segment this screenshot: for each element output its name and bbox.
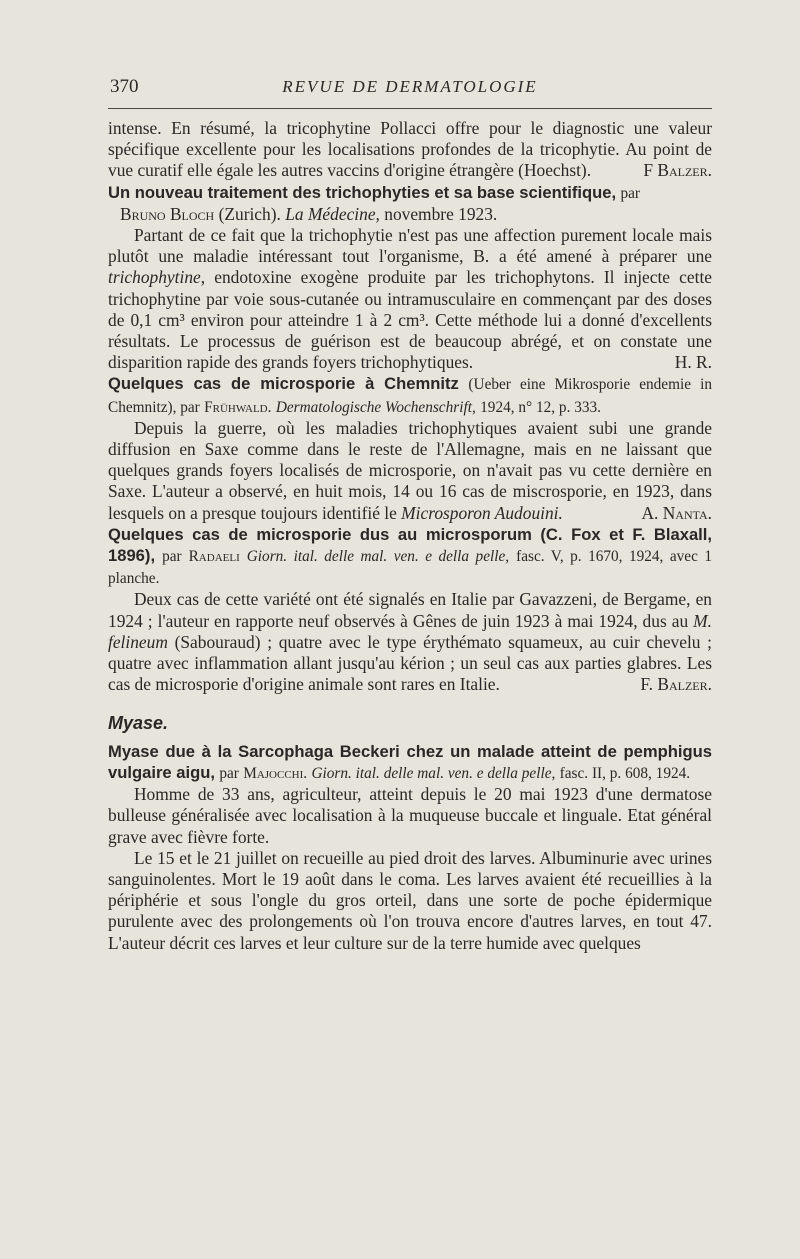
running-title: REVUE DE DERMATOLOGIE: [282, 77, 538, 96]
entry-body-text: Depuis la guerre, où les maladies trichophytiques avaient subi une grande diffusion en Saxe comme dans le reste de l'Allemagne, mais en ne laissant que quelques grands foyers localisés de microsporie, on n'avait pas vu cette dernière en Saxe. L'auteur a observé, en huit mois, 14 ou 16 cas de miscrosporie, en 1923, dans lesquels on a presque toujours identifié le: [108, 417, 712, 523]
entry-orig-title: (Ueber eine Mikrosporie endemie in Chemnitz), par: [108, 376, 712, 416]
page-header: [110, 76, 710, 102]
entry-microsporum-body: [108, 589, 712, 695]
entry-journal: Giorn. ital. delle mal. ven. e della pelle,: [246, 548, 510, 566]
entry-microsporum-header: [108, 524, 712, 590]
entry-author: Bruno Bloch: [120, 203, 215, 224]
entry-body-text-2: , endotoxine exogène produite par les trichophytons. Il injecte cette trichophytine par voie sous-cutanée ou intramusculaire en commençant par des doses de 0,1 cm³ environ pour atteindre 1 à 2 cm³. Cette méthode lui a donné d'excellents résultats. Le processus de guérison est de beaucoup abrégé, et on constate une disparition rapide des grands foyers trichophytiques.: [108, 267, 712, 373]
myase-paragraph-1: Homme de 33 ans, agriculteur, atteint depuis le 20 mai 1923 d'une dermatose bulleuse généralisée avec localisation à la muqueuse buccale et linguale. Etat général grave avec fièvre forte.: [108, 784, 712, 847]
entry-signature: H. R.: [674, 352, 712, 373]
entry-title: Un nouveau traitement des trichophyties et sa base scientifique,: [108, 182, 617, 202]
section-heading-myase: Myase.: [108, 713, 169, 734]
entry-body-italic: trichophytine: [108, 267, 201, 288]
entry-author: Majocchi.: [243, 764, 308, 782]
entry-title: Quelques cas de microsporie à Chemnitz: [108, 374, 459, 394]
entry-place: (Zurich).: [218, 203, 281, 224]
entry-ref-by: par: [162, 548, 182, 566]
entry-myase-header: [108, 741, 712, 784]
entry-journal: Dermatologische Wochenschrift,: [275, 398, 476, 416]
entry-title: Myase due à la Sarcophaga Beckeri chez un malade atteint de pemphigus vulgaire aigu,: [108, 741, 712, 782]
page-body: [108, 118, 712, 954]
intro-paragraph: [108, 118, 712, 182]
entry-signature: A. Nanta.: [641, 502, 712, 523]
entry-journal: Giorn. ital. delle mal. ven. e della pelle,: [311, 764, 556, 782]
entry-date: novembre 1923.: [384, 203, 498, 224]
intro-text: intense. En résumé, la tricophytine Pollacci offre pour le diagnostic une valeur spécifique excellente pour les localisations profondes de la tricophytie. Au point de vue curatif elle égale les autres vaccins d'origine étrangère (Hoechst).: [108, 118, 712, 181]
entry-trichophyties-header: [108, 182, 712, 225]
entry-body-text-2: (Sabouraud) ; quatre avec le type érythémato squameux, au cuir chevelu ; quatre avec inflammation allant jusqu'au kérion ; un seul cas aux parties glabres. Les cas de microsporie d'origine animale sont rares en Italie.: [108, 631, 712, 695]
entry-author: Radaeli: [188, 548, 240, 566]
entry-chemnitz-body: [108, 418, 712, 524]
entry-trichophyties-body: [108, 225, 712, 373]
entry-citation: 1924, n° 12, p. 333.: [480, 398, 601, 416]
entry-body-italic: M. felineum: [108, 610, 712, 652]
entry-chemnitz-header: [108, 373, 712, 417]
header-rule: [108, 108, 712, 109]
entry-author: Frühwald.: [204, 398, 272, 416]
entry-body-italic: Microsporon Audouini.: [401, 502, 563, 523]
entry-signature: F. Balzer.: [640, 674, 712, 695]
entry-body-text: Partant de ce fait que la trichophytie n'est pas une affection purement locale mais plutôt une maladie intéressant tout l'organisme, B. a été amené à préparer une: [108, 225, 712, 267]
page-number: 370: [110, 76, 139, 97]
entry-citation: fasc. II, p. 608, 1924.: [559, 764, 691, 782]
entry-ref-by: par: [620, 184, 640, 202]
entry-citation: fasc. V, p. 1670, 1924, avec 1 planche.: [108, 548, 712, 588]
entry-journal: La Médecine,: [285, 203, 380, 224]
myase-paragraph-2: Le 15 et le 21 juillet on recueille au pied droit des larves. Albuminurie avec urines sanguinolentes. Mort le 19 août dans le coma. Les larves avaient été recueillies à la périphérie et sous l'ongle du gros orteil, dans une sorte de poche épidermique purulente avec des prolongements où l'on trouva encore d'autres larves, en tout 47. L'auteur décrit ces larves et leur culture sur de la terre humide avec quelques: [108, 847, 712, 953]
entry-title: Quelques cas de microsporie dus au microsporum (C. Fox et F. Blaxall, 1896),: [108, 524, 712, 566]
entry-ref-by: par: [219, 764, 239, 782]
intro-signature: F Balzer.: [643, 160, 712, 181]
entry-body-text: Deux cas de cette variété ont été signalés en Italie par Gavazzeni, de Bergame, en 1924 ; l'auteur en rapporte neuf observés à Gênes de juin 1923 à mai 1924, dus au: [108, 589, 712, 631]
